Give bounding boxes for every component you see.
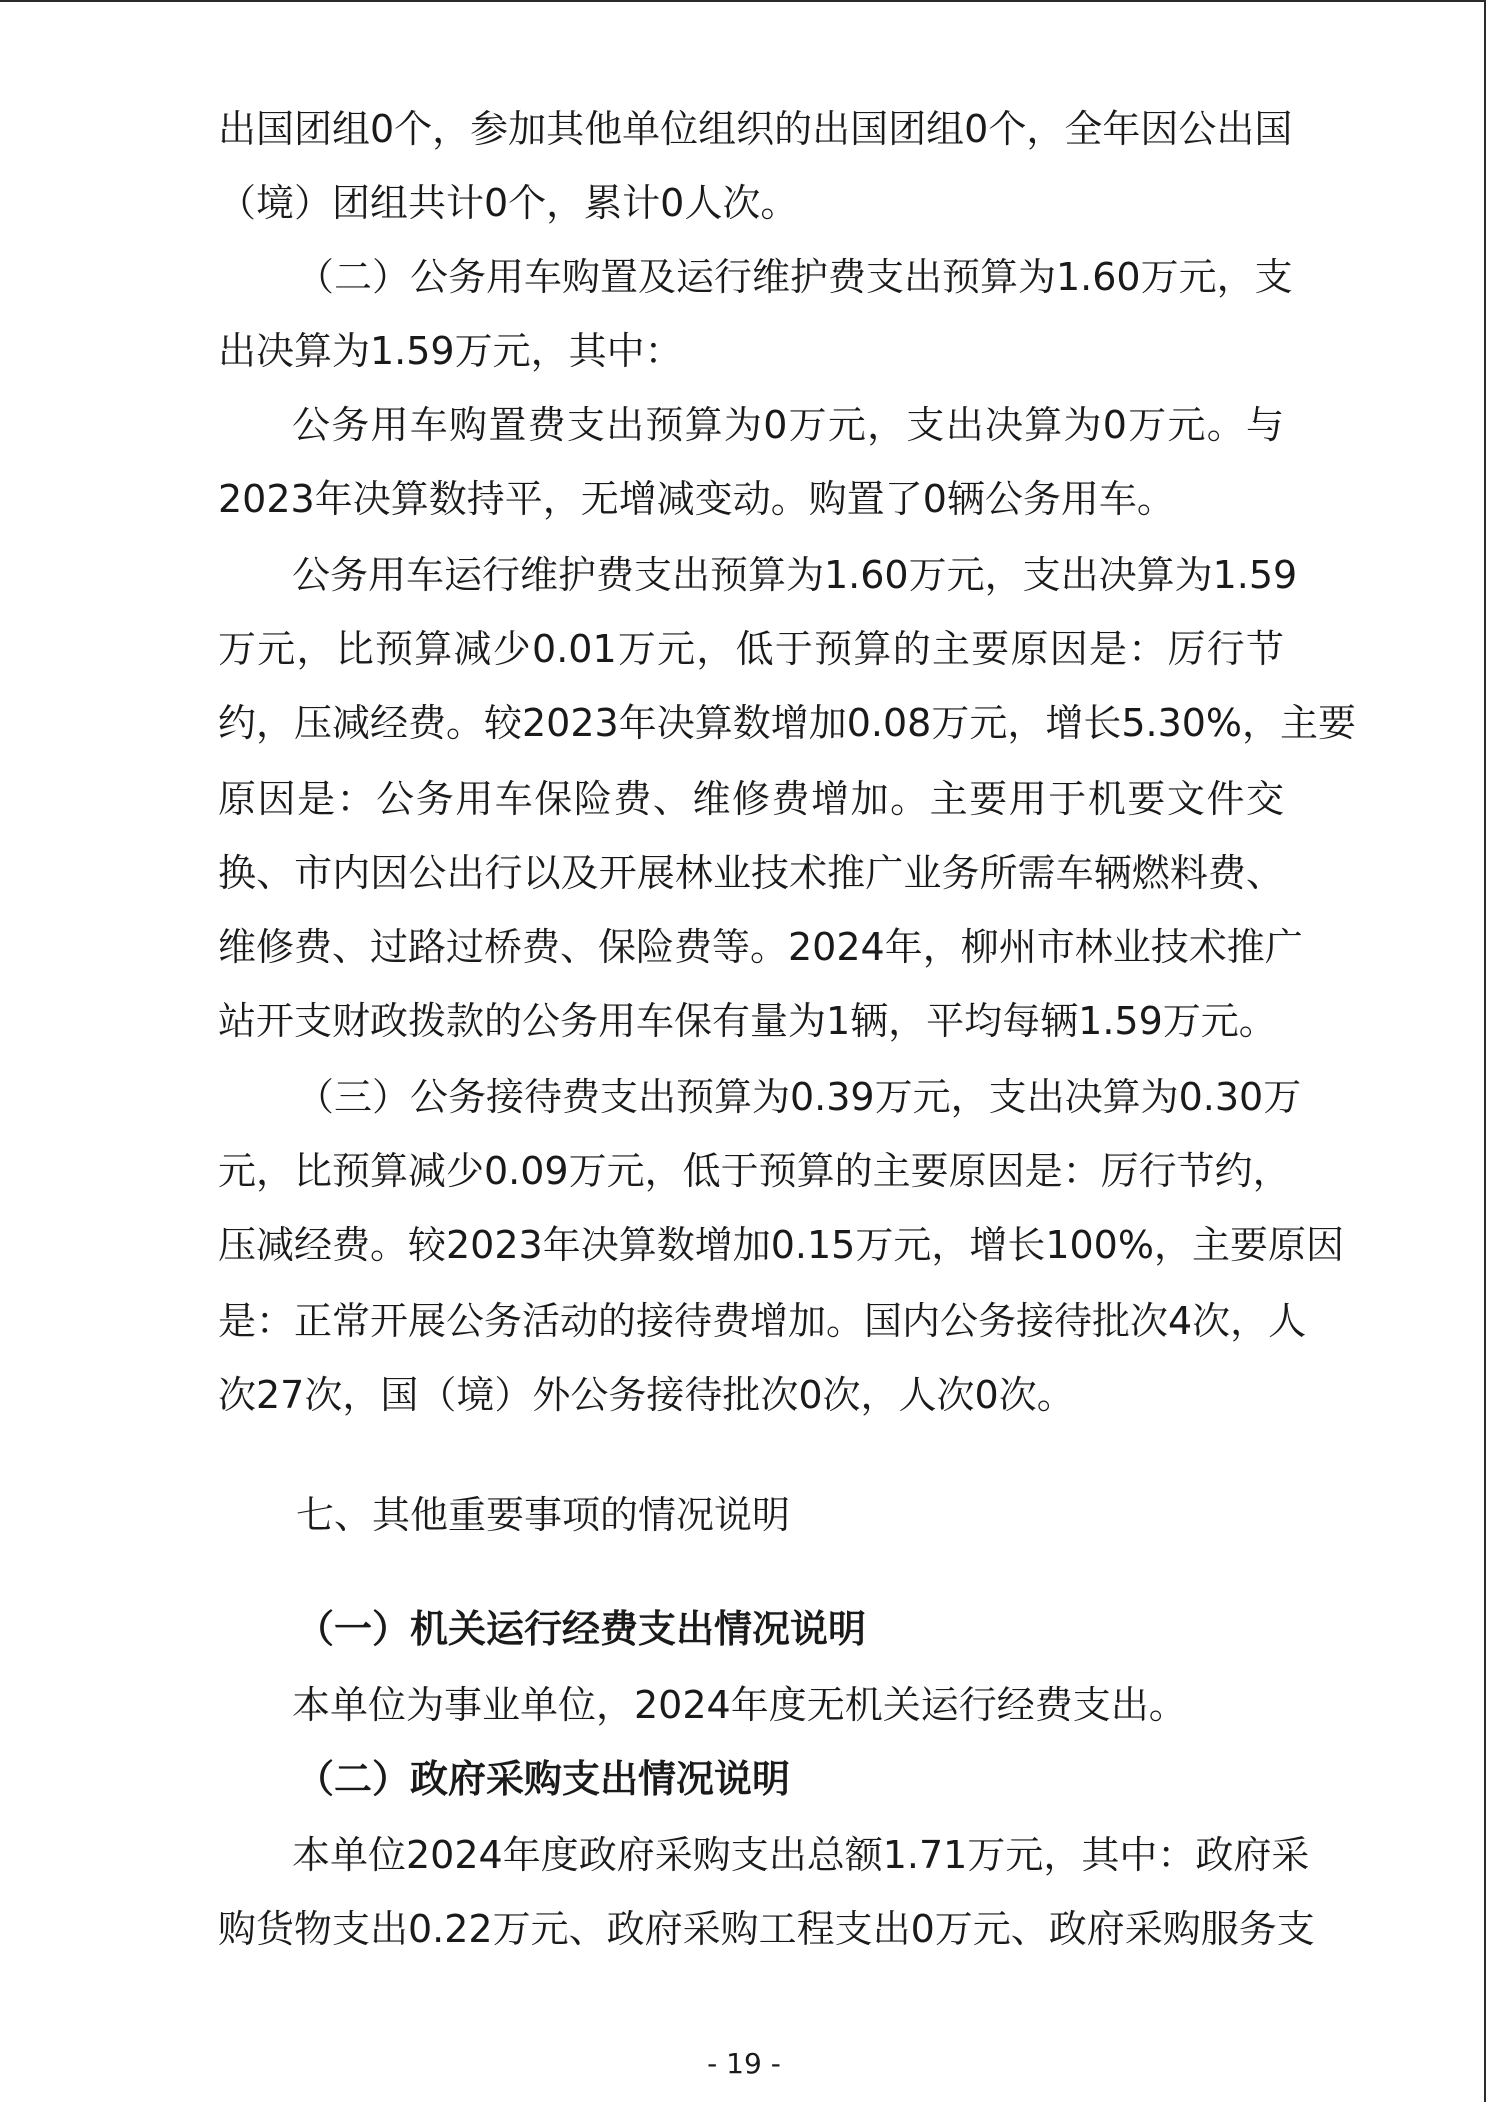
body-text-line: 站开支财政拨款的公务用车保有量为1辆，平均每辆1.59万元。 [218,999,1277,1043]
body-text-line: 是：正常开展公务活动的接待费增加。国内公务接待批次4次，人 [218,1299,1307,1343]
body-text-line: 购货物支出0.22万元、政府采购工程支出0万元、政府采购服务支 [218,1907,1315,1951]
body-text-line: 2023年决算数持平，无增减变动。购置了0辆公务用车。 [218,477,1175,521]
body-text-line: 万元，比预算减少0.01万元，低于预算的主要原因是：厉行节 [218,627,1284,671]
body-text-line: 公务用车购置费支出预算为0万元，支出决算为0万元。与 [292,403,1284,447]
body-text-line: 约，压减经费。较2023年决算数增加0.08万元，增长5.30%，主要 [218,701,1357,745]
body-text-line: 出决算为1.59万元，其中： [218,329,683,373]
body-text-line: 元，比预算减少0.09万元，低于预算的主要原因是：厉行节约， [218,1149,1291,1193]
body-text-line: 压减经费。较2023年决算数增加0.15万元，增长100%，主要原因 [218,1223,1344,1267]
body-text-line: 公务用车运行维护费支出预算为1.60万元，支出决算为1.59 [292,553,1298,597]
body-text-line: 本单位为事业单位，2024年度无机关运行经费支出。 [292,1683,1187,1727]
body-text-line: 原因是：公务用车保险费、维修费增加。主要用于机要文件交 [218,777,1284,821]
body-text-line: 维修费、过路过桥费、保险费等。2024年，柳州市林业技术推广 [218,925,1303,969]
subsection-heading: （一）机关运行经费支出情况说明 [296,1607,867,1651]
body-text-line: （二）公务用车购置及运行维护费支出预算为1.60万元，支 [296,255,1293,299]
body-text-line: 出国团组0个，参加其他单位组织的出国团组0个，全年因公出国 [218,107,1293,151]
body-text-line: （境）团组共计0个，累计0人次。 [218,181,799,225]
body-text-line: 次27次，国（境）外公务接待批次0次，人次0次。 [218,1373,1075,1417]
section-heading: 七、其他重要事项的情况说明 [296,1493,791,1537]
body-text-line: 换、市内因公出行以及开展林业技术推广业务所需车辆燃料费、 [218,851,1284,895]
page-number: - 19 - [707,2047,781,2080]
body-text-line: 本单位2024年度政府采购支出总额1.71万元，其中：政府采 [292,1833,1310,1877]
subsection-heading: （二）政府采购支出情况说明 [296,1757,791,1801]
body-text-line: （三）公务接待费支出预算为0.39万元，支出决算为0.30万 [296,1075,1302,1119]
